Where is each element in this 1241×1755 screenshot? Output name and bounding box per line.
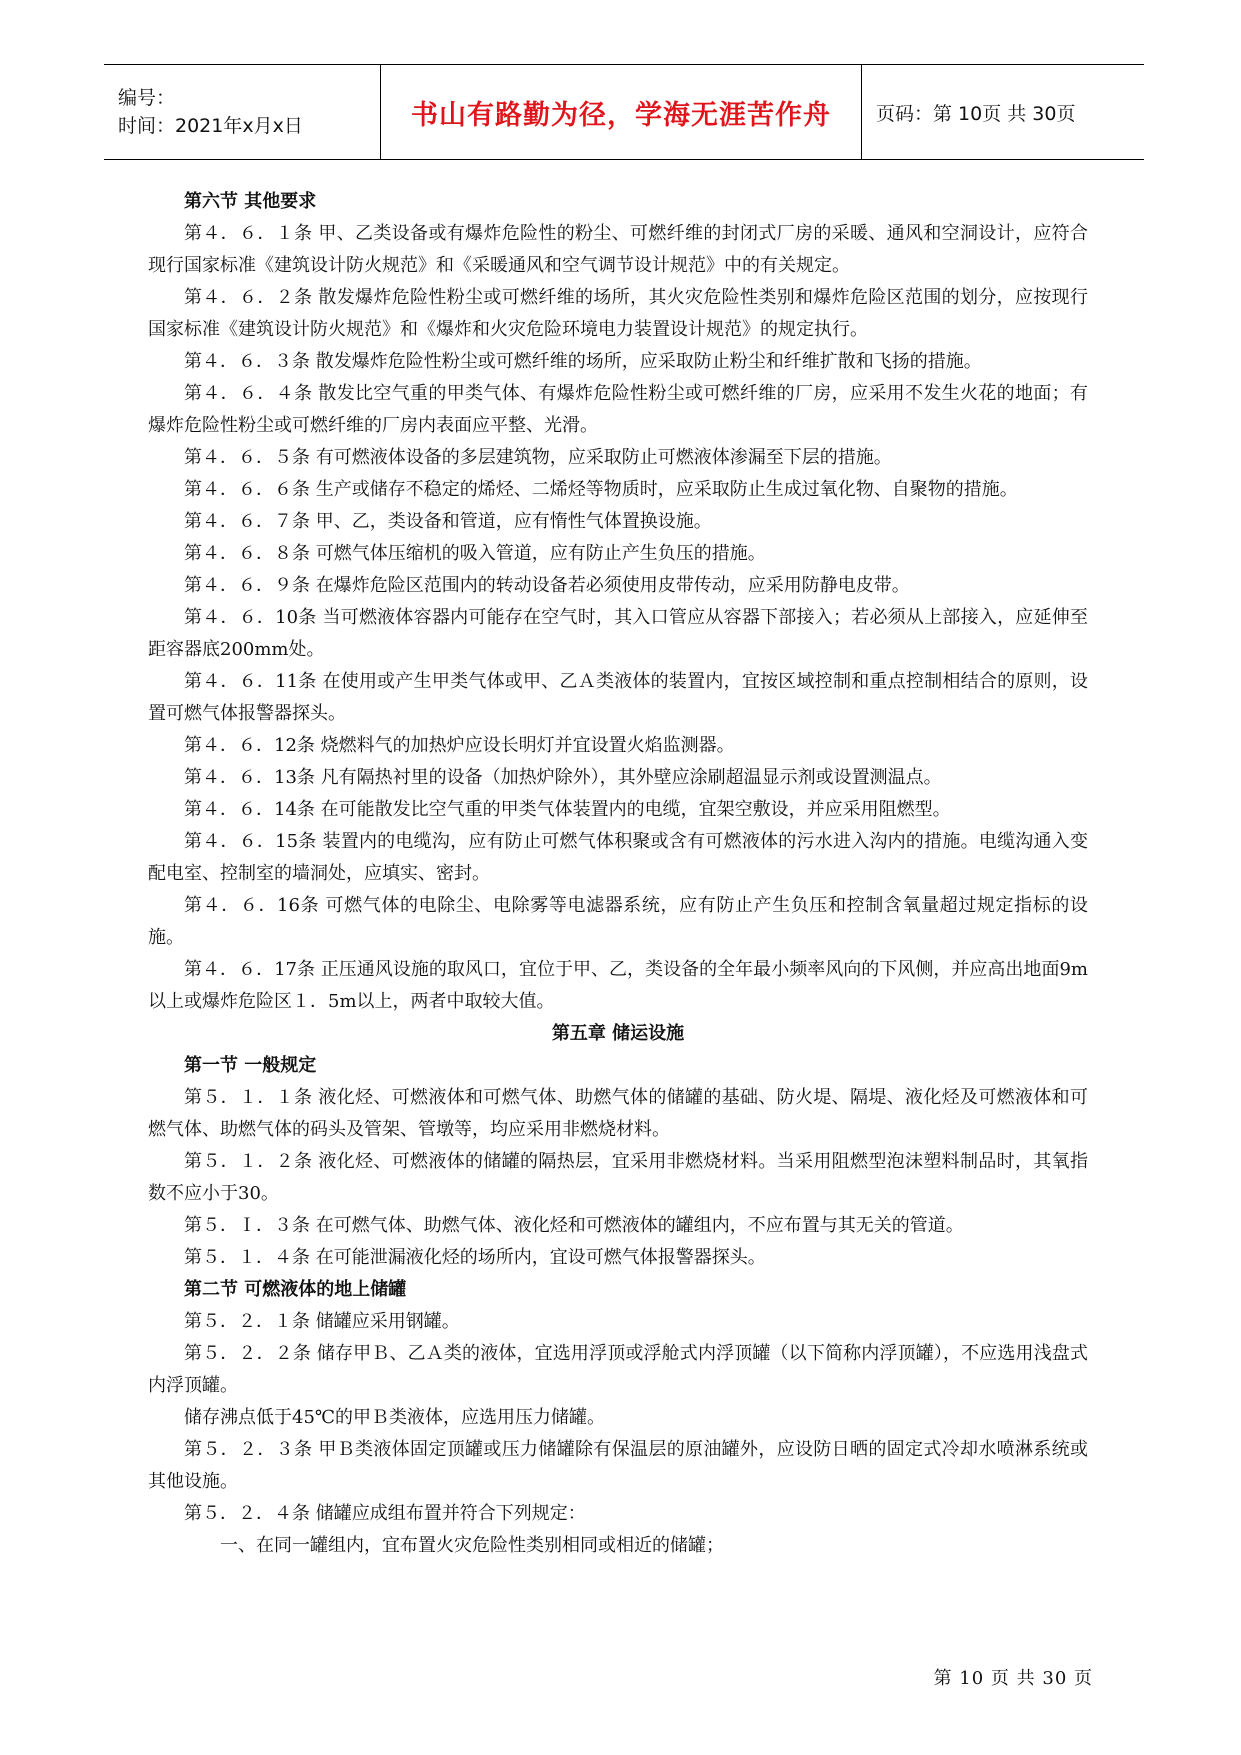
article-paragraph: 第５．１．４条 在可能泄漏液化烃的场所内，宜设可燃气体报警器探头。	[184, 1247, 766, 1268]
section-title: 第六节 其他要求	[184, 191, 317, 212]
list-item: 一、在同一罐组内，宜布置火灾危险性类别相同或相近的储罐；	[220, 1535, 724, 1556]
article-paragraph: 第４．６．３条 散发爆炸危险性粉尘或可燃纤维的场所，应采取防止粉尘和纤维扩散和飞扬的措施。	[184, 351, 982, 372]
article-paragraph: 第５．２．２条 储存甲Ｂ、乙Ａ类的液体，宜选用浮顶或浮舱式内浮顶罐（以下简称内浮顶罐），不应选用浅盘式内浮顶罐。	[148, 1343, 1088, 1396]
article-paragraph: 第４．６．７条 甲、乙，类设备和管道，应有惰性气体置换设施。	[184, 511, 712, 532]
article-paragraph: 第４．６．15条 装置内的电缆沟，应有防止可燃气体积聚或含有可燃液体的污水进入沟内的措施。电缆沟通入变配电室、控制室的墙洞处，应填实、密封。	[148, 831, 1088, 884]
article-paragraph: 第４．６．９条 在爆炸危险区范围内的转动设备若必须使用皮带传动，应采用防静电皮带。	[184, 575, 910, 596]
page-header	[104, 64, 1144, 160]
article-paragraph: 第４．６．11条 在使用或产生甲类气体或甲、乙Ａ类液体的装置内，宜按区域控制和重点控制相结合的原则，设置可燃气体报警器探头。	[148, 671, 1088, 724]
article-paragraph: 第４．６．14条 在可能散发比空气重的甲类气体装置内的电缆，宜架空敷设，并应采用阻燃型。	[184, 799, 951, 820]
header-middle-cell	[381, 65, 862, 159]
article-paragraph: 第４．６．１条 甲、乙类设备或有爆炸危险性的粉尘、可燃纤维的封闭式厂房的采暖、通风和空洞设计，应符合现行国家标准《建筑设计防火规范》和《采暖通风和空气调节设计规范》中的有关规定。	[148, 223, 1088, 276]
chapter-title: 第五章 储运设施	[551, 1023, 685, 1044]
article-paragraph: 第４．６．８条 可燃气体压缩机的吸入管道，应有防止产生负压的措施。	[184, 543, 766, 564]
article-paragraph: 第４．６．６条 生产或储存不稳定的烯烃、二烯烃等物质时，应采取防止生成过氧化物、自聚物的措施。	[184, 479, 1018, 500]
article-paragraph: 第５．２．３条 甲Ｂ类液体固定顶罐或压力储罐除有保温层的原油罐外，应设防日晒的固定式冷却水喷淋系统或其他设施。	[148, 1439, 1088, 1492]
article-paragraph: 第４．６．13条 凡有隔热衬里的设备（加热炉除外），其外壁应涂刷超温显示剂或设置测温点。	[184, 767, 942, 788]
header-left-cell	[104, 65, 381, 159]
article-paragraph: 第４．６．17条 正压通风设施的取风口，宜位于甲、乙，类设备的全年最小频率风向的下风侧，并应高出地面9m以上或爆炸危险区１．5m以上，两者中取较大值。	[148, 959, 1088, 1012]
article-paragraph: 第５．１．１条 液化烃、可燃液体和可燃气体、助燃气体的储罐的基础、防火堤、隔堤、液化烃及可燃液体和可燃气体、助燃气体的码头及管架、管墩等，均应采用非燃烧材料。	[148, 1087, 1088, 1140]
article-paragraph: 第５．１．２条 液化烃、可燃液体的储罐的隔热层，宜采用非燃烧材料。当采用阻燃型泡沫塑料制品时，其氧指数不应小于30。	[148, 1151, 1088, 1204]
header-motto: 书山有路勤为径，学海无涯苦作舟	[411, 99, 831, 131]
document-number: 编号：	[118, 87, 176, 109]
article-paragraph: 储存沸点低于45℃的甲Ｂ类液体，应选用压力储罐。	[184, 1407, 606, 1428]
article-paragraph: 第４．６．10条 当可燃液体容器内可能存在空气时，其入口管应从容器下部接入；若必须从上部接入，应延伸至距容器底200mm处。	[148, 607, 1088, 660]
article-paragraph: 第４．６．４条 散发比空气重的甲类气体、有爆炸危险性粉尘或可燃纤维的厂房，应采用不发生火花的地面；有爆炸危险性粉尘或可燃纤维的厂房内表面应平整、光滑。	[148, 383, 1088, 436]
article-paragraph: 第４．６．５条 有可燃液体设备的多层建筑物，应采取防止可燃液体渗漏至下层的措施。	[184, 447, 892, 468]
header-page-number: 页码：第 10页 共 30页	[876, 102, 1076, 125]
document-body	[148, 186, 1088, 1562]
article-paragraph: 第５．２．１条 储罐应采用钢罐。	[184, 1311, 460, 1332]
article-paragraph: 第４．６．２条 散发爆炸危险性粉尘或可燃纤维的场所，其火灾危险性类别和爆炸危险区范围的划分，应按现行国家标准《建筑设计防火规范》和《爆炸和火灾危险环境电力装置设计规范》的规定执行。	[148, 287, 1088, 340]
header-right-cell	[862, 65, 1144, 159]
article-paragraph: 第５．Ｉ．３条 在可燃气体、助燃气体、液化烃和可燃液体的罐组内，不应布置与其无关的管道。	[184, 1215, 964, 1236]
article-paragraph: 第４．６．16条 可燃气体的电除尘、电除雾等电滤器系统，应有防止产生负压和控制含氧量超过规定指标的设施。	[148, 895, 1088, 948]
section-title: 第一节 一般规定	[184, 1055, 317, 1076]
article-paragraph: 第５．２．４条 储罐应成组布置并符合下列规定：	[184, 1503, 586, 1524]
document-date: 时间：2021年x月x日	[118, 115, 303, 137]
section-title: 第二节 可燃液体的地上储罐	[184, 1279, 407, 1300]
page-footer: 第 10 页 共 30 页	[933, 1668, 1093, 1689]
article-paragraph: 第４．６．12条 烧燃料气的加热炉应设长明灯并宜设置火焰监测器。	[184, 735, 735, 756]
